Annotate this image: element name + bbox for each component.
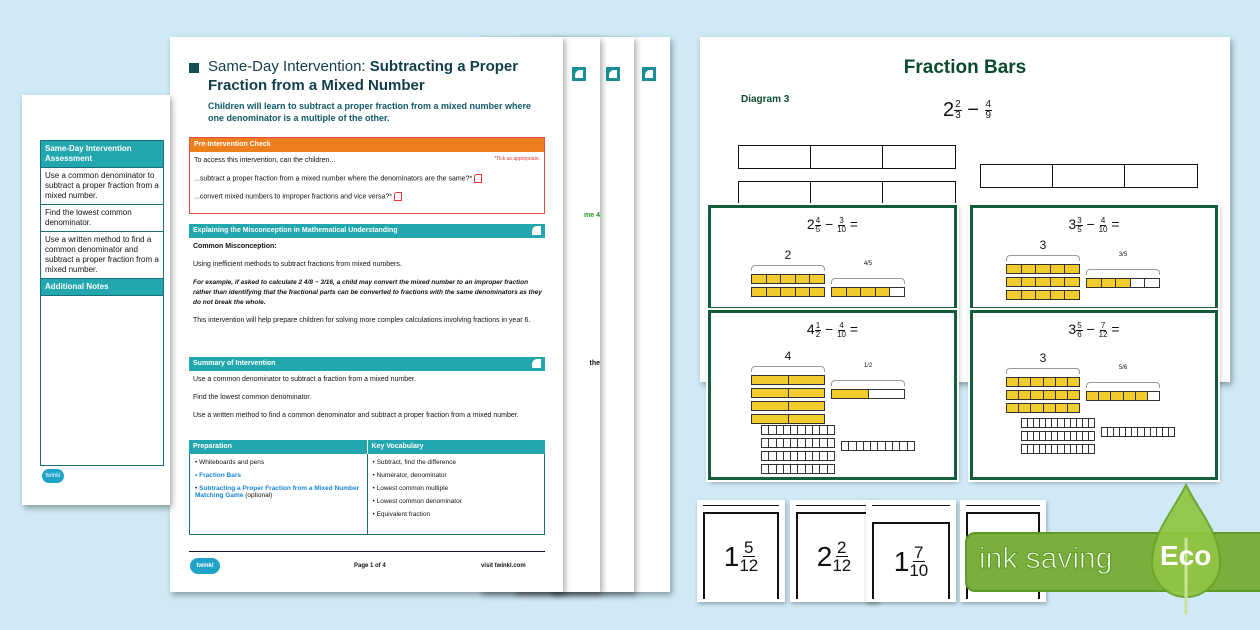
bar-cell [762,465,769,473]
brace [1086,269,1160,275]
bar-cell [769,439,776,447]
prep-item: • Subtracting a Proper Fraction from a Mixed Number Matching Game (optional) [195,485,362,499]
bar-cell [752,275,767,283]
vocab-item: • Subtract, find the difference [373,459,540,466]
fraction-bars-link[interactable]: • Fraction Bars [195,472,362,479]
bar-cell [781,275,796,283]
bar-cell [1007,378,1019,386]
bar-cell [806,465,813,473]
bar-cell [1124,392,1136,400]
twinkl-logo: twinkl [190,558,220,574]
brace [1086,382,1160,388]
bar-cell [890,288,904,296]
answer-value: 1 5 12 [703,512,779,599]
bar-cell [1019,378,1031,386]
bar-cell [769,452,776,460]
bar-cell [1036,265,1051,273]
tick-note: *Tick as appropriate. [494,156,540,162]
bar-cell [1007,391,1019,399]
bar-cell [789,389,825,397]
bar-cell [1068,404,1079,412]
bar-cell [900,442,907,450]
bar-cell [849,442,856,450]
fraction-bar [831,389,905,399]
misconception-section [189,224,545,334]
bar-cell [769,465,776,473]
bar-cell [791,465,798,473]
question-card [708,310,957,480]
bar-cell [1087,279,1102,287]
bar-cell [1044,391,1056,399]
diagram-label: Diagram 3 [741,94,790,105]
notes-header: Additional Notes [41,279,164,296]
fraction-bar [1101,427,1175,437]
bar-cell [813,452,820,460]
brace [751,265,825,271]
bar-cell [847,288,862,296]
bar-cell [1007,291,1022,299]
filled-bars [751,248,905,297]
fraction-bar [751,414,825,424]
corner-icon [642,67,656,81]
brace [751,366,825,372]
assessment-table [40,140,164,466]
fraction-label: 1/2 [863,363,873,369]
bar-cell [798,465,805,473]
tick-box[interactable] [394,192,402,201]
bar-cell [828,452,834,460]
summary-section [189,357,545,429]
brace [1006,255,1080,261]
vocab-item: • Lowest common denominator [373,498,540,505]
bar-cell [1089,419,1094,427]
fraction-bar [831,287,905,297]
assessment-row: Find the lowest common denominator. [41,205,164,232]
bar-cell [1056,404,1068,412]
bar-cell [762,439,769,447]
bar-cell [1036,278,1051,286]
brace [831,278,905,284]
fraction-bar [1021,431,1095,441]
bar-cell [871,442,878,450]
bar-cell [798,439,805,447]
bar-cell [791,439,798,447]
bar-cell [784,465,791,473]
empty-bars [761,425,915,474]
fraction-label: 4/5 [863,261,873,267]
preparation-header: Preparation [189,440,367,454]
bar-cell [832,288,847,296]
bar-cell [791,452,798,460]
bar-cell [1044,404,1056,412]
bar-cell [784,439,791,447]
notes-area [41,296,164,466]
pre-check-item: ...convert mixed numbers to improper fractions and vice versa?* [194,192,544,202]
bar-cell [1089,432,1094,440]
bar-cell [1065,278,1079,286]
bar-cell [784,426,791,434]
fraction-label: 3/5 [1118,252,1128,258]
bar-cell [762,452,769,460]
diagram-equation: 2 $\frac{2}{3}$ − $\frac{4}{9}$ [943,99,992,122]
bar-cell [1099,392,1111,400]
whole-label: 3 [1039,238,1047,252]
whole-label: 3 [1039,351,1047,365]
corner-icon [606,67,620,81]
bar-cell [1031,378,1043,386]
matching-game-link[interactable]: Subtracting a Proper Fraction from a Mixed Number Matching Game [195,485,360,499]
bar-cell [813,465,820,473]
leaf-icon [1150,483,1222,615]
bar-cell [1111,392,1123,400]
summary-header: Summary of Intervention [189,357,545,371]
card-question: 3 $\frac{3}{5}$ − $\frac{4}{10}$ = [1068,215,1120,234]
bar-cell [832,390,869,398]
whole-label: 4 [784,349,792,363]
fraction-bar [751,401,825,411]
bar-cell [1051,291,1066,299]
brace [831,380,905,386]
bar-cell [1022,265,1037,273]
answer-card [866,500,956,602]
twinkl-logo: twinkl [42,469,64,483]
answer-card [790,500,878,602]
bar-cell [820,426,827,434]
bar-cell [820,452,827,460]
bar-cell [820,465,827,473]
card-question: 4 $\frac{1}{2}$ − $\frac{4}{10}$ = [806,320,859,339]
bar-cell [769,426,776,434]
assessment-row: Use a common denominator to subtract a proper fraction from a mixed number. [41,168,164,205]
filled-bars [751,349,905,424]
summary-item: Use a written method to find a common denominator and subtract a proper fraction from a mixed number. [193,412,519,419]
bar-cell [806,452,813,460]
question-card [708,205,957,310]
bar-cell [777,465,784,473]
bar-cell [828,439,834,447]
bar-cell [1051,265,1066,273]
question-card [970,310,1218,480]
bar-cell [908,442,914,450]
ink-saving-label: ink saving [979,542,1113,575]
fraction-bar [751,274,825,284]
fraction-bar [1086,278,1160,288]
fraction-bar [1006,264,1080,274]
bar-cell [1087,392,1099,400]
eco-label: Eco [1160,540,1212,571]
pre-check-header: Pre-Intervention Check [190,138,544,152]
bar-cell [798,452,805,460]
bar-cell [820,439,827,447]
summary-item: Find the lowest common denominator. [193,394,312,401]
bar-cell [762,426,769,434]
bar-cell [777,426,784,434]
bar-cell [1044,378,1056,386]
bar-cell [1007,404,1019,412]
misconception-header: Explaining the Misconception in Mathematical Understanding [189,224,545,238]
card-question: 2 $\frac{4}{5}$ − $\frac{3}{10}$ = [806,215,859,234]
misconception-label: Common Misconception: [193,243,277,250]
bar-cell [791,426,798,434]
bar-cell [767,288,782,296]
fraction-bar [761,438,835,448]
bar-cell [1065,265,1079,273]
page-subtitle: Children will learn to subtract a proper fraction from a mixed number where one denominator is a multiple of the other. [208,101,532,123]
bar-cell [876,288,891,296]
vocab-item: • Equivalent fraction [373,511,540,518]
fraction-bar [751,287,825,297]
footer-divider [189,551,545,552]
answer-value: 2 2 12 [796,512,872,599]
main-page [170,37,563,592]
bar-cell [861,288,876,296]
bar-cell [1036,291,1051,299]
fraction-bar [761,464,835,474]
bar-cell [828,465,834,473]
bar-cell [842,442,849,450]
bar-cell [810,275,824,283]
pre-check-box [189,137,545,214]
bar-cell [796,288,811,296]
bar-cell [1116,279,1131,287]
bar-cell [893,442,900,450]
bar-cell [1056,378,1068,386]
bar-cell [1131,279,1146,287]
bar-cell [752,376,789,384]
bar-cell [1031,391,1043,399]
bar-cell [1022,278,1037,286]
bar-cell [1136,392,1148,400]
back-snippet: me 4 [584,212,600,219]
vocab-item: • Numerator, denominator [373,472,540,479]
empty-bar [738,145,956,169]
fraction-bar [1006,277,1080,287]
empty-bar [980,164,1198,188]
bar-cell [878,442,885,450]
misconception-example: For example, if asked to calculate 2 4/8 − 3/16, a child may convert the mixed number to an improper fraction rather than identifying that the fractional parts can be converted to fractions with the same denominators as they do not break the whole. [193,279,542,306]
assessment-page [22,95,170,505]
empty-bars [1021,418,1175,454]
page-title: Same-Day Intervention: Subtracting a Proper Fraction from a Mixed Number [208,58,519,94]
misconception-text: Using inefficient methods to subtract fractions from mixed numbers. [193,261,402,268]
bar-cell [1051,278,1066,286]
fraction-bar [1006,390,1080,400]
bar-cell [752,415,789,423]
bar-cell [806,426,813,434]
site-link[interactable]: visit twinkl.com [481,563,526,569]
bar-cell [1068,391,1079,399]
answer-value: 1 7 10 [872,522,950,599]
bar-cell [1068,378,1079,386]
empty-bar [738,181,956,205]
fraction-bar [761,425,835,435]
bar-cell [781,288,796,296]
bar-cell [784,452,791,460]
vocab-item: • Lowest common multiple [373,485,540,492]
fraction-bar [761,451,835,461]
bar-cell [789,376,825,384]
prep-item: • Whiteboards and pens [195,459,362,466]
bar-cell [1089,445,1094,453]
whole-label: 2 [784,248,792,262]
page-number: Page 1 of 4 [354,563,386,569]
bar-cell [886,442,893,450]
assessment-header: Same-Day Intervention Assessment [41,141,164,168]
bar-cell [777,452,784,460]
bar-cell [810,288,824,296]
pre-check-item: ...subtract a proper fraction from a mixed number where the denominators are the same?* [194,174,544,184]
bar-cell [789,402,825,410]
assessment-row: Use a written method to find a common denominator and subtract a proper fraction from a mixed number. [41,232,164,279]
bar-cell [752,288,767,296]
bar-cell [1031,404,1043,412]
bar-cell [777,439,784,447]
bar-cell [828,426,834,434]
bar-cell [857,442,864,450]
fraction-bar [1086,391,1160,401]
bar-cell [1019,404,1031,412]
fraction-bar [751,388,825,398]
corner-icon [572,67,586,81]
bar-cell [806,439,813,447]
bar-cell [1148,392,1159,400]
fraction-bars-title: Fraction Bars [903,57,1027,78]
fraction-bar [751,375,825,385]
prep-vocab-table [189,440,545,535]
bar-cell [1169,428,1174,436]
bar-cell [1056,391,1068,399]
tick-box[interactable] [474,174,482,183]
bar-cell [1007,278,1022,286]
misconception-note: This intervention will help prepare children for solving more complex calculations involving fractions in year 6. [193,317,531,324]
pre-check-intro: To access this intervention, can the children... [194,157,336,164]
answer-card [697,500,785,602]
bar-cell [1102,279,1117,287]
bar-cell [1019,391,1031,399]
vocabulary-header: Key Vocabulary [367,440,546,454]
bar-cell [864,442,871,450]
brace [1006,368,1080,374]
card-question: 3 $\frac{5}{6}$ − $\frac{7}{12}$ = [1068,320,1120,339]
bar-cell [1145,279,1159,287]
fraction-bar [1006,403,1080,413]
title-square-icon [189,63,199,73]
bar-cell [1065,291,1079,299]
bar-cell [798,426,805,434]
bar-cell [767,275,782,283]
fraction-label: 5/6 [1118,365,1128,371]
bar-cell [1007,265,1022,273]
bar-cell [813,439,820,447]
summary-item: Use a common denominator to subtract a fraction from a mixed number. [193,376,416,383]
bar-cell [752,389,789,397]
bar-cell [869,390,905,398]
fraction-bar [1021,418,1095,428]
filled-bars [1006,351,1160,413]
bar-cell [796,275,811,283]
bar-cell [1022,291,1037,299]
back-snippet: the [589,360,600,367]
bar-cell [752,402,789,410]
fraction-bar [1006,290,1080,300]
fraction-bar [1021,444,1095,454]
bar-cell [789,415,825,423]
filled-bars [1006,238,1160,300]
question-card [970,205,1218,310]
bar-cell [813,426,820,434]
fraction-bar [841,441,915,451]
fraction-bar [1006,377,1080,387]
